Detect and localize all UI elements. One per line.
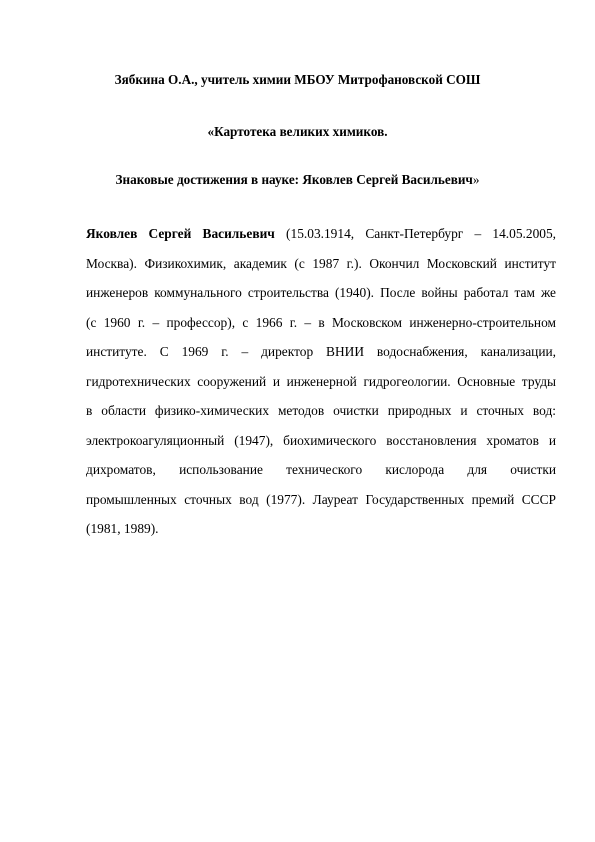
paragraph-line: гидротехнических сооружений и инженерной гидрогеологии. Основные труды [86, 373, 556, 389]
author-line: Зябкина О.А., учитель химии МБОУ Митрофановской СОШ [114, 72, 481, 87]
paragraph-line: электрокоагуляционный (1947), биохимического восстановления хроматов и [86, 432, 556, 448]
title-line-2-text: Знаковые достижения в науке: Яковлев Сергей Васильевич [115, 172, 473, 187]
paragraph-line: (1981, 1989). [86, 521, 159, 536]
paragraph-line: дихроматов, использование технического кислорода для очистки [86, 462, 556, 477]
paragraph-line: институте. С 1969 г. – директор ВНИИ водоснабжения, канализации, [86, 344, 556, 359]
title-line-2-close-quote: » [472, 172, 480, 187]
paragraph-line: инженеров коммунального строительства (1940). После войны работал там же [86, 285, 556, 300]
scientist-name: Яковлев Сергей Васильевич [86, 226, 275, 241]
paragraph-line [86, 219, 556, 249]
paragraph-line: промышленных сточных вод (1977). Лауреат Государственных премий СССР [86, 491, 556, 507]
paragraph-line-text: (15.03.1914, Санкт-Петербург – 14.05.2005, [274, 226, 556, 241]
paragraph-line: Москва). Физикохимик, академик (с 1987 г.). Окончил Московский институт [86, 255, 556, 271]
title-line-1: «Картотека великих химиков. [207, 124, 388, 139]
title-line-2 [0, 172, 595, 188]
article-body [86, 219, 556, 544]
paragraph-line: (с 1960 г. – профессор), с 1966 г. – в Московском инженерно-строительном [86, 314, 556, 330]
paragraph-line: в области физико-химических методов очистки природных и сточных вод: [86, 403, 556, 418]
